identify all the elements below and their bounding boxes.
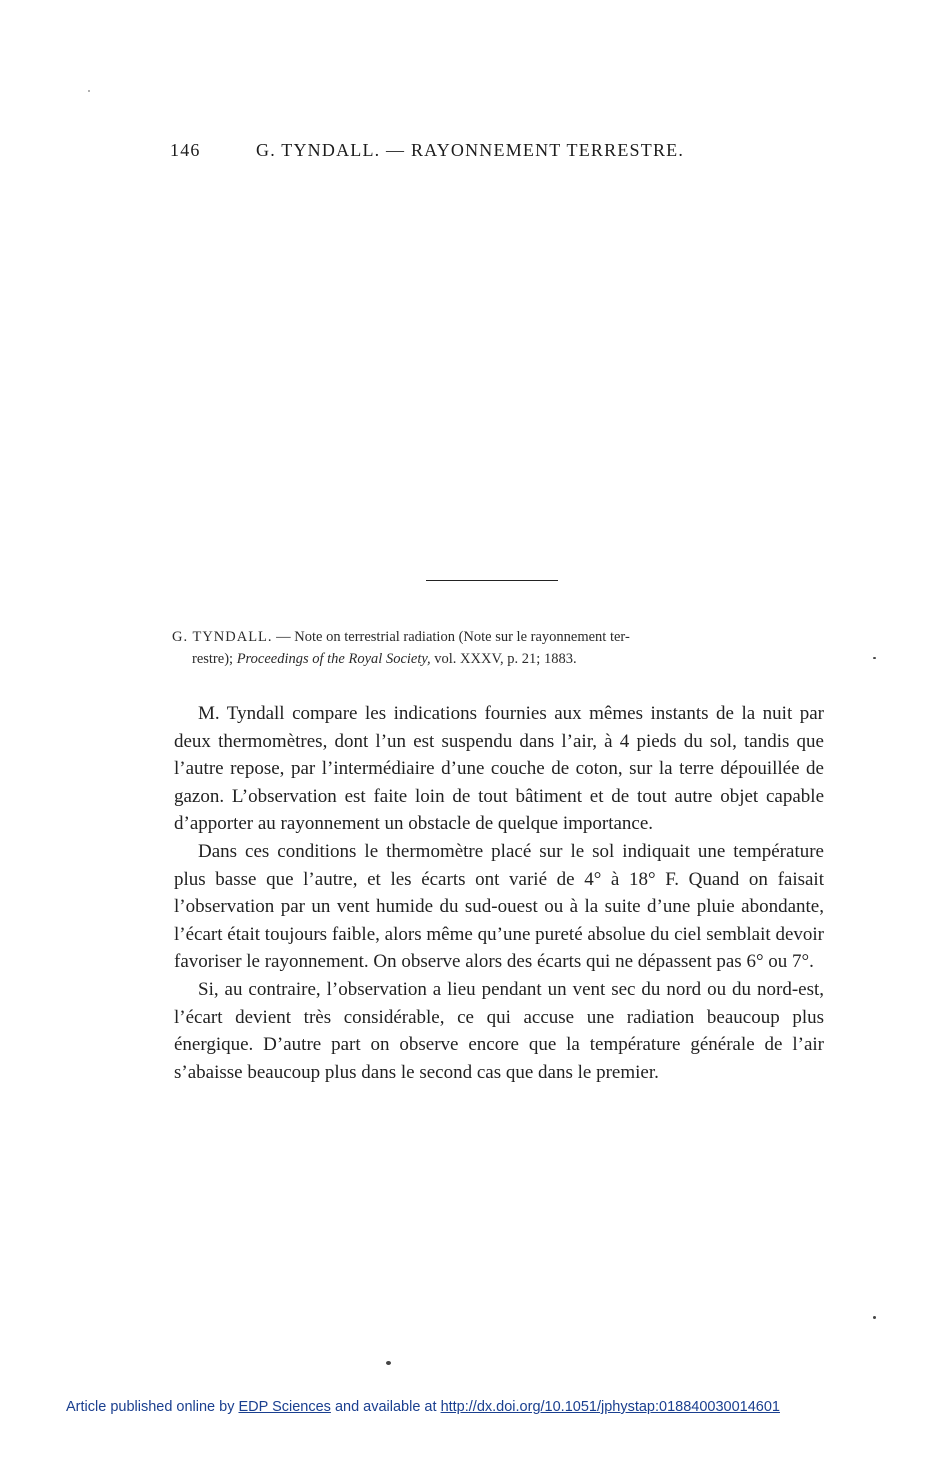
reference-title-end: restre); — [192, 651, 237, 667]
reference-line-2 — [172, 648, 827, 670]
reference-title: — Note on terrestrial radiation (Note sur le rayonnement ter- — [272, 629, 630, 645]
footer-prefix: Article published online by — [66, 1399, 239, 1415]
body-paragraph-3: Si, au contraire, l’observation a lieu pendant un vent sec du nord ou du nord-est, l’écart devient très considérable, ce qui accuse une radiation beaucoup plus énergique. D’autre part on observe encore que la température générale de l’air s’abaisse beaucoup plus dans le second cas que dans le premier. — [174, 978, 824, 1083]
body-paragraph-2: Dans ces conditions le thermomètre placé sur le sol indiquait une température plus basse que l’autre, et les écarts ont varié de 4° à 18° F. Quand on faisait l’observation par un vent humide du sud-ouest ou à la suite d’une pluie abondante, l’écart était toujours faible, alors même qu’une pureté absolue du ciel semblait devoir favoriser le rayonnement. On observe alors des écarts qui ne dépassent pas 6° ou 7°. — [174, 840, 824, 973]
scan-speck — [873, 1316, 876, 1319]
scan-speck — [386, 1361, 391, 1365]
reference-author: G. TYNDALL. — [172, 629, 273, 645]
scan-speck — [88, 90, 90, 92]
publication-footer — [66, 1399, 866, 1415]
publisher-link[interactable]: EDP Sciences — [238, 1399, 331, 1415]
page-number: 146 — [170, 140, 201, 160]
doi-link[interactable]: http://dx.doi.org/10.1051/jphystap:018840030014601 — [440, 1399, 780, 1415]
bibliographic-reference — [172, 626, 827, 670]
article-body — [174, 700, 824, 1086]
running-header — [170, 140, 740, 164]
section-divider — [426, 580, 558, 581]
running-title: G. TYNDALL. — RAYONNEMENT TERRESTRE. — [256, 140, 685, 160]
reference-citation: vol. XXXV, p. 21; 1883. — [430, 651, 577, 667]
body-paragraph-1: M. Tyndall compare les indications fournies aux mêmes instants de la nuit par deux thermomètres, dont l’un est suspendu dans l’air, à 4 pieds du sol, tandis que l’autre repose, par l’intermédiaire d’une couche de coton, sur la terre dépouillée de gazon. L’observation est faite loin de tout bâtiment et de tout autre objet capable d’apporter au rayonnement un obstacle de quelque importance. — [174, 703, 824, 835]
scan-speck — [873, 657, 876, 659]
footer-middle: and available at — [330, 1399, 441, 1415]
reference-journal: Proceedings of the Royal Society, — [236, 651, 431, 667]
